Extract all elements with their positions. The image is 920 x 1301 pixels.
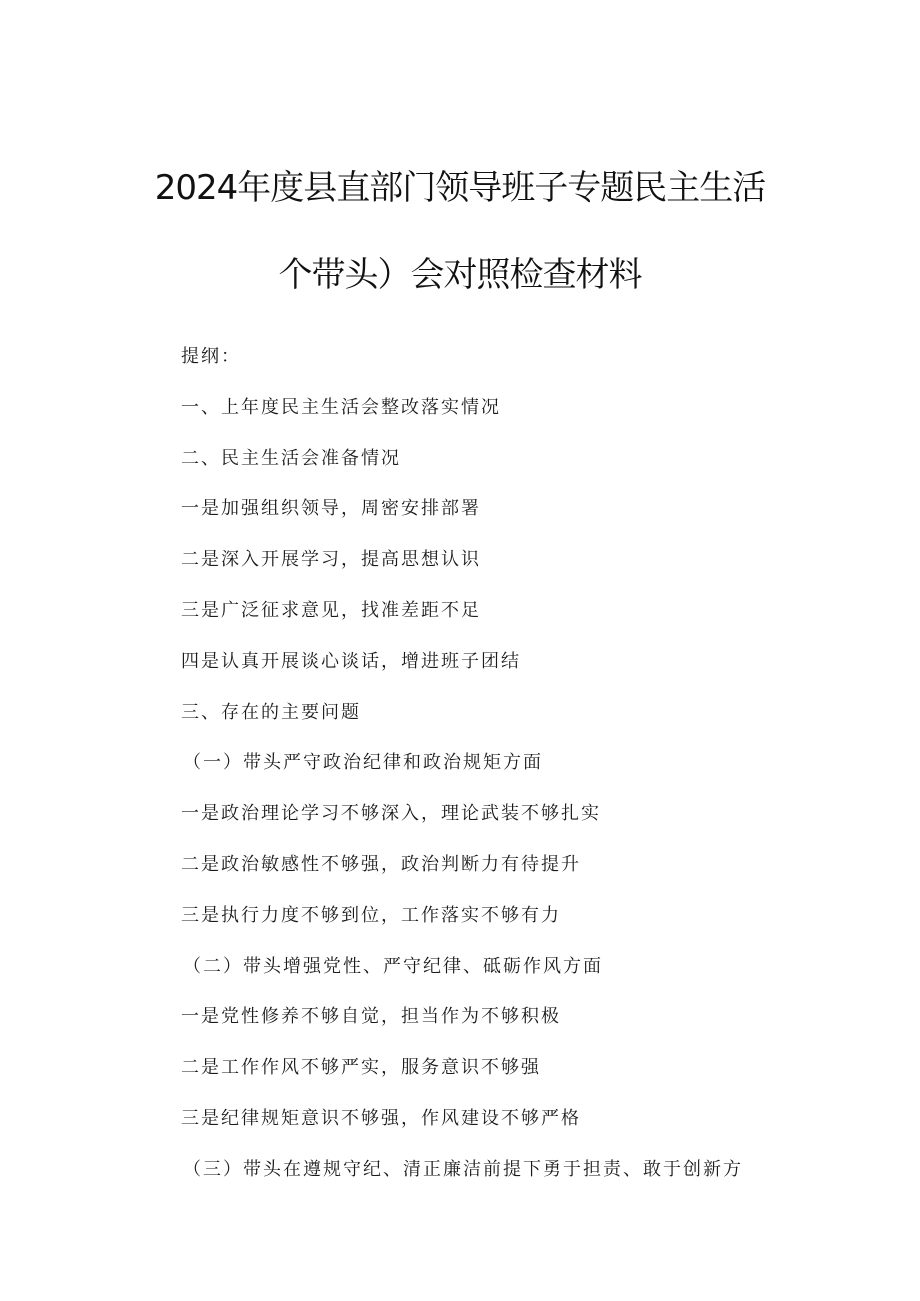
outline-line: 三是执行力度不够到位，工作落实不够有力 bbox=[181, 905, 561, 926]
outline-heading: 提纲： bbox=[181, 346, 241, 367]
outline-line: 四是认真开展谈心谈话，增进班子团结 bbox=[181, 651, 521, 672]
document-title-line-1: 2024年度县直部门领导班子专题民主生活 bbox=[154, 168, 766, 208]
outline-line: 三、存在的主要问题 bbox=[181, 702, 361, 723]
outline-line: 一、上年度民主生活会整改落实情况 bbox=[181, 397, 501, 418]
outline-line: 二是政治敏感性不够强，政治判断力有待提升 bbox=[181, 854, 581, 875]
document-title-line-2: 个带头）会对照检查材料 bbox=[278, 255, 642, 295]
outline-line: 一是政治理论学习不够深入，理论武装不够扎实 bbox=[181, 803, 601, 824]
outline-line: 二、民主生活会准备情况 bbox=[181, 448, 401, 469]
outline-subsection: （三）带头在遵规守纪、清正廉洁前提下勇于担责、敢于创新方 bbox=[183, 1159, 743, 1180]
outline-subsection: （一）带头严守政治纪律和政治规矩方面 bbox=[183, 752, 543, 773]
outline-line: 一是党性修养不够自觉，担当作为不够积极 bbox=[181, 1006, 561, 1027]
outline-line: 三是广泛征求意见，找准差距不足 bbox=[181, 600, 481, 621]
outline-line: 三是纪律规矩意识不够强，作风建设不够严格 bbox=[181, 1108, 581, 1129]
outline-subsection: （二）带头增强党性、严守纪律、砥砺作风方面 bbox=[183, 956, 603, 977]
outline-line: 一是加强组织领导，周密安排部署 bbox=[181, 498, 481, 519]
outline-line: 二是工作作风不够严实，服务意识不够强 bbox=[181, 1057, 541, 1078]
outline-line: 二是深入开展学习，提高思想认识 bbox=[181, 549, 481, 570]
